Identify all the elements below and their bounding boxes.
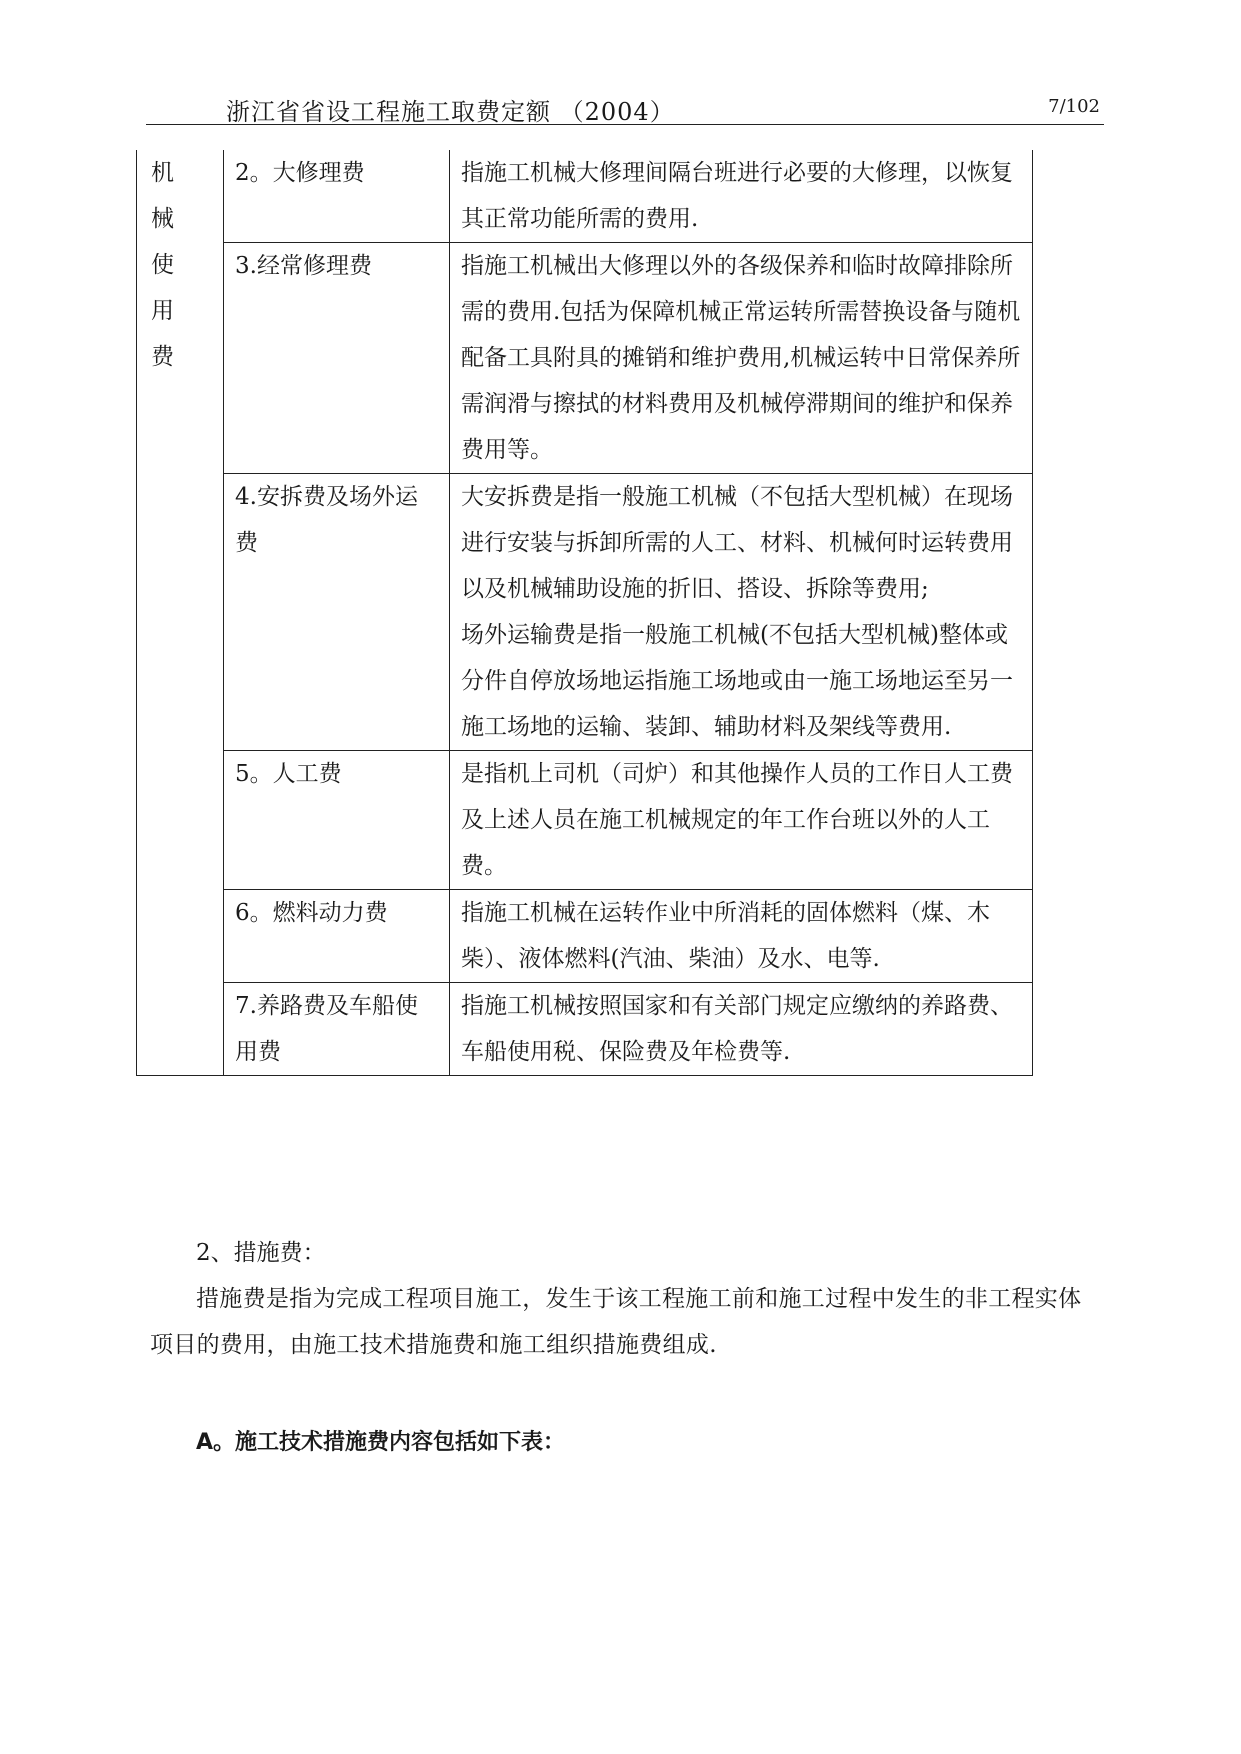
group-label-char: 械 — [151, 206, 174, 232]
machinery-fee-table — [136, 150, 1033, 1076]
item-cell: 2。大修理费 — [224, 150, 450, 243]
description-cell: 指施工机械按照国家和有关部门规定应缴纳的养路费、车船使用税、保险费及年检费等. — [450, 983, 1033, 1076]
item-cell: 4.安拆费及场外运费 — [224, 474, 450, 751]
group-label-char: 用 — [151, 298, 174, 324]
description-cell: 指施工机械大修理间隔台班进行必要的大修理，以恢复其正常功能所需的费用. — [450, 150, 1033, 243]
section-heading: 2、措施费： — [196, 1240, 326, 1266]
description-cell — [450, 474, 1033, 751]
table-row — [137, 751, 1033, 890]
header-title: 浙江省省设工程施工取费定额 （2004） — [226, 98, 675, 126]
description-paragraph: 场外运输费是指一般施工机械(不包括大型机械)整体或分件自停放场地运指施工场地或由一施工场地运至另一施工场地的运输、装卸、辅助材料及架线等费用. — [461, 622, 1013, 740]
section-paragraph: 措施费是指为完成工程项目施工，发生于该工程施工前和施工过程中发生的非工程实体项目的费用，由施工技术措施费和施工组织措施费组成. — [150, 1286, 1082, 1358]
item-cell: 3.经常修理费 — [224, 243, 450, 474]
group-label-cell — [137, 150, 224, 1076]
description-cell: 是指机上司机（司炉）和其他操作人员的工作日人工费及上述人员在施工机械规定的年工作台班以外的人工费。 — [450, 751, 1033, 890]
page-number: 7/102 — [1048, 96, 1100, 117]
table-row — [137, 474, 1033, 751]
description-cell: 指施工机械在运转作业中所消耗的固体燃料（煤、木柴）、液体燃料(汽油、柴油）及水、电等. — [450, 890, 1033, 983]
group-label-char: 使 — [151, 252, 174, 278]
table-row — [137, 243, 1033, 474]
group-label-char: 机 — [151, 160, 174, 186]
description-paragraph: 大安拆费是指一般施工机械（不包括大型机械）在现场进行安装与拆卸所需的人工、材料、机械何时运转费用以及机械辅助设施的折旧、搭设、拆除等费用; — [461, 484, 1013, 602]
item-cell: 7.养路费及车船使用费 — [224, 983, 450, 1076]
table-row — [137, 150, 1033, 243]
page-header — [146, 86, 1104, 125]
item-cell: 6。燃料动力费 — [224, 890, 450, 983]
group-label-char: 费 — [151, 344, 174, 370]
item-cell: 5。人工费 — [224, 751, 450, 890]
description-cell: 指施工机械出大修理以外的各级保养和临时故障排除所需的费用.包括为保障机械正常运转所需替换设备与随机配备工具附具的摊销和维护费用,机械运转中日常保养所需润滑与擦拭的材料费用及机械停滞期间的维护和保养费用等。 — [450, 243, 1033, 474]
subsection-heading: A。施工技术措施费内容包括如下表： — [196, 1430, 566, 1455]
table-row — [137, 890, 1033, 983]
table-row — [137, 983, 1033, 1076]
